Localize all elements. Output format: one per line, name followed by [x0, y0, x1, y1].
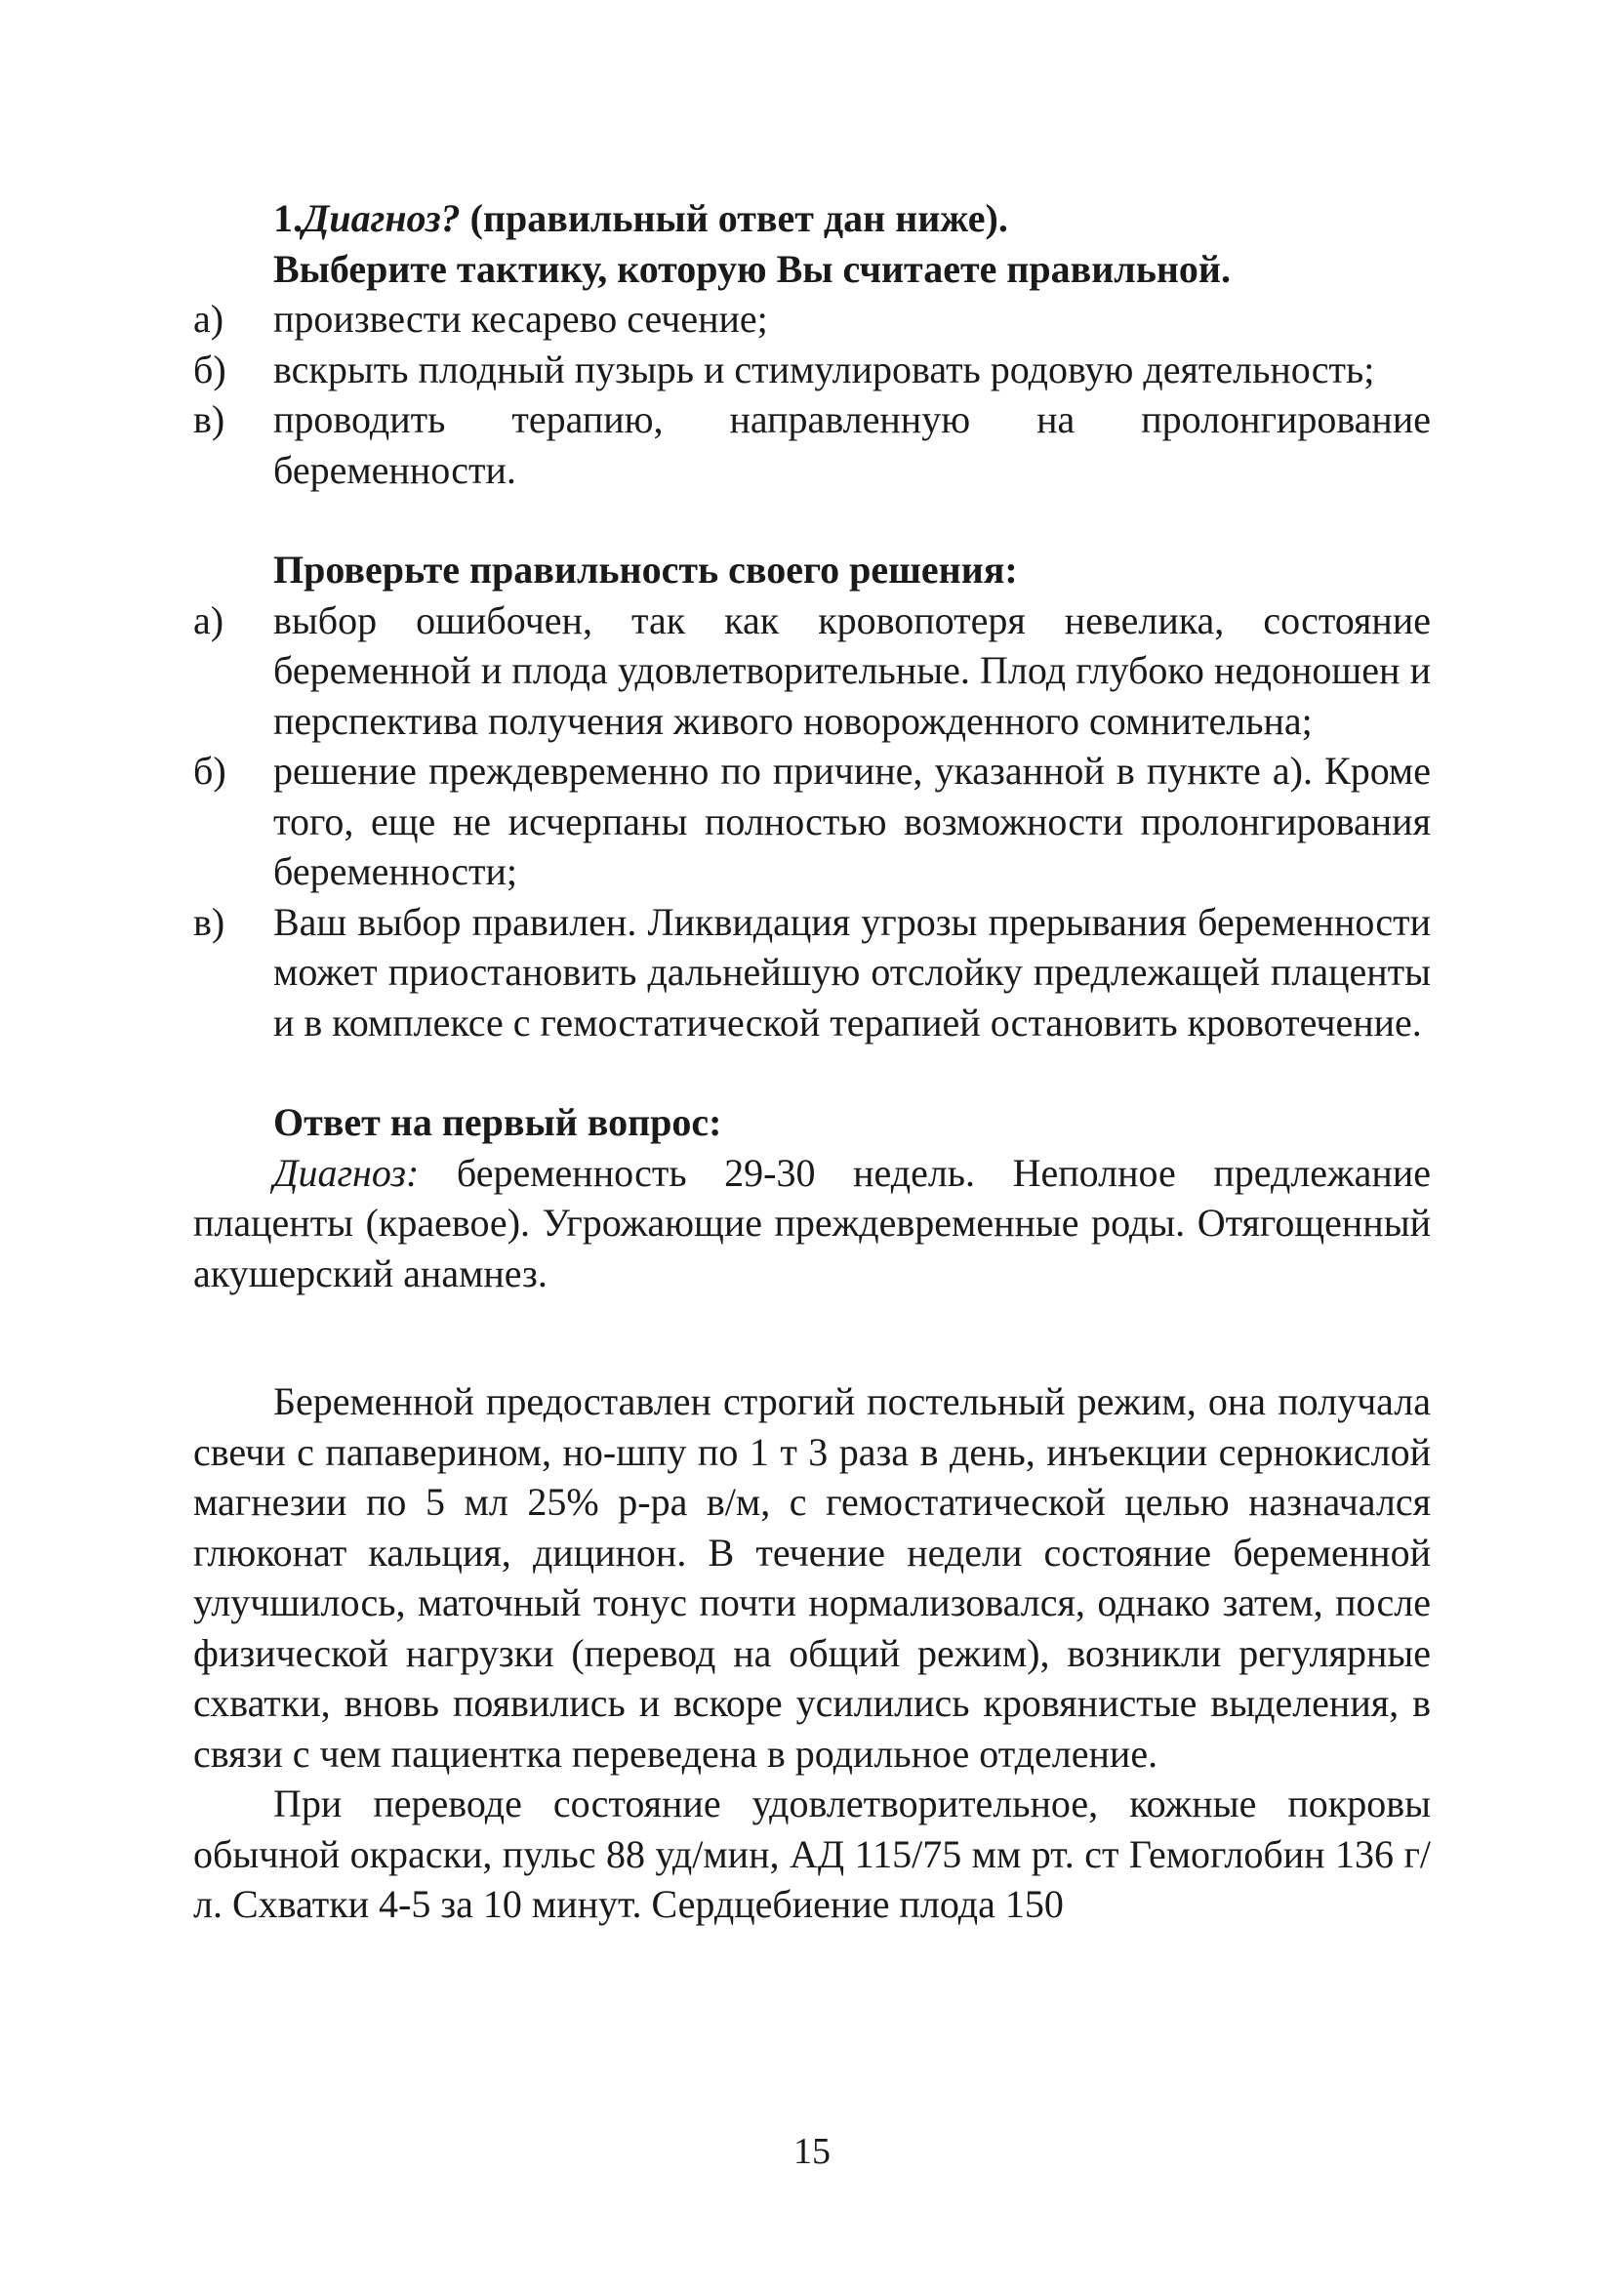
check-text: решение преждевременно по причине, указанной в пункте а). Кроме того, еще не исчерпаны полностью возможности пролонгирования беременности;	[273, 749, 1431, 893]
option-c	[193, 394, 1431, 495]
question-prompt: Выберите тактику, которую Вы считаете правильной.	[273, 246, 1231, 291]
diagnosis-label: Диагноз:	[273, 1150, 420, 1195]
option-text: произвести кесарево сечение;	[273, 297, 768, 341]
check-item-c	[193, 897, 1431, 1048]
page-number: 15	[793, 2131, 831, 2172]
check-marker: в)	[193, 899, 225, 944]
body-paragraph-2: При переводе состояние удовлетворительное, кожные покровы обычной окраски, пульс 88 уд/мин, АД 115/75 мм рт. ст Гемоглобин 136 г/л. Схватки 4-5 за 10 минут. Сердцебиение плода 150	[193, 1782, 1431, 1926]
answer-heading: Ответ на первый вопрос:	[273, 1100, 722, 1144]
question-note: (правильный ответ дан ниже).	[460, 196, 1008, 240]
page-content	[193, 193, 1431, 1930]
question-label: Диагноз?	[303, 196, 461, 240]
check-item-a	[193, 595, 1431, 747]
question-1-title	[273, 193, 1431, 244]
option-text: вскрыть плодный пузырь и стимулировать родовую деятельность;	[273, 347, 1375, 391]
check-text: Ваш выбор правилен. Ликвидация угрозы прерывания беременности может приостановить дальнейшую отслойку предлежащей плаценты и в комплексе с гемостатической терапией остановить кровотечение.	[273, 899, 1431, 1045]
body-paragraph-1: Беременной предоставлен строгий постельный режим, она получала свечи с папаверином, но-шпу по 1 т 3 раза в день, инъекции сернокислой магнезии по 5 мл 25% р-ра в/м, с гемостатической целью назначался глюконат кальция, дицинон. В течение недели состояние беременной улучшилось, маточный тонус почти нормализовался, однако затем, после физической нагрузки (перевод на общий режим), возникли регулярные схватки, вновь появились и вскоре усилились кровянистые выделения, в связи с чем пациентка переведена в родильное отделение.	[193, 1379, 1431, 1776]
option-marker: а)	[193, 297, 224, 341]
check-marker: а)	[193, 597, 224, 642]
diagnosis-text: беременность 29-30 недель. Неполное предлежание плаценты (краевое). Угрожающие преждевременные роды. Отягощенный акушерский анамнез.	[193, 1150, 1431, 1295]
check-marker: б)	[193, 749, 226, 793]
check-heading: Проверьте правильность своего решения:	[273, 548, 1018, 592]
option-a	[193, 294, 1431, 345]
option-b	[193, 345, 1431, 395]
option-text: проводить терапию, направленную на пролонгирование беременности.	[273, 397, 1431, 492]
check-text: выбор ошибочен, так как кровопотеря невелика, состояние беременной и плода удовлетворительные. Плод глубоко недоношен и перспектива получения живого новорожденного сомнительна;	[273, 597, 1431, 743]
check-item-b	[193, 746, 1431, 897]
question-number: 1.	[273, 196, 303, 240]
option-marker: б)	[193, 347, 226, 391]
answer-diagnosis	[193, 1148, 1431, 1299]
option-marker: в)	[193, 397, 225, 441]
